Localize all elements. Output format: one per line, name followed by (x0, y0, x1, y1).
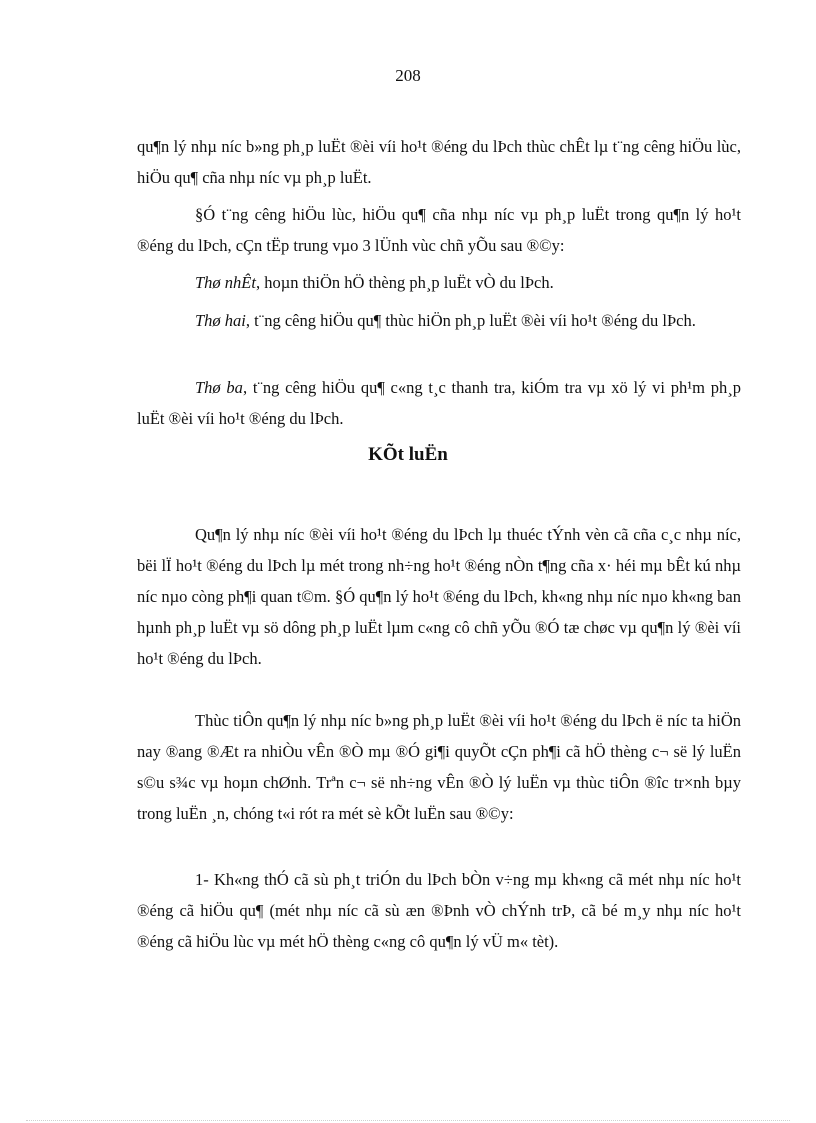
paragraph-6: Qu¶n lý nhµ níc ®èi víi ho¹t ®éng du lÞch lµ thuéc tÝnh vèn cã cña c¸c nhµ níc, bëi lÏ ho¹t ®éng du lÞch lµ mét trong nh÷ng ho¹t ®éng nÒn t¶ng cña x· héi mµ bÊt kú nhµ níc nµo còng ph¶i quan t©m. §Ó qu¶n lý ho¹t ®éng du lÞch, kh«ng nhµ níc nµo kh«ng ban hµnh ph¸p luËt vµ sö dông ph¸p luËt lµm c«ng cô chñ yÕu ®Ó tæ chøc vµ qu¶n lý ®èi víi ho¹t ®éng du lÞch. (137, 525, 741, 668)
paragraph-3-lead: Thø nhÊt (195, 273, 256, 292)
paragraph-4-lead: Thø hai (195, 311, 246, 330)
paragraph-4 (137, 305, 741, 336)
paragraph-7: Thùc tiÔn qu¶n lý nhµ níc b»ng ph¸p luËt ®èi víi ho¹t ®éng du lÞch ë níc ta hiÖn nay ®ang ®Æt ra nhiÒu vÊn ®Ò mµ ®Ó gi¶i quyÕt cÇn ph¶i cã hÖ thèng c¬ së lý luËn s©u s¾c vµ hoµn chØnh. Trªn c¬ së nh÷ng vÊn ®Ò lý luËn vµ thùc tiÔn ®îc tr×nh bµy trong luËn ¸n, chóng t«i rót ra mét sè kÕt luËn sau ®©y: (137, 711, 741, 823)
paragraph-4-text: , t¨ng cêng hiÖu qu¶ thùc hiÖn ph¸p luËt ®èi víi ho¹t ®éng du lÞch. (245, 311, 696, 330)
paragraph-3-text: , hoµn thiÖn hÖ thèng ph¸p luËt vÒ du lÞch. (255, 273, 554, 292)
paragraph-2: §Ó t¨ng cêng hiÖu lùc, hiÖu qu¶ cña nhµ níc vµ ph¸p luËt trong qu¶n lý ho¹t ®éng du lÞch, cÇn tËp trung vµo 3 lÜnh vùc chñ yÕu sau ®©y: (137, 205, 741, 255)
paragraph-5-lead: Thø ba (195, 378, 243, 397)
paragraph-1: qu¶n lý nhµ níc b»ng ph¸p luËt ®èi víi ho¹t ®éng du lÞch thùc chÊt lµ t¨ng cêng hiÖu lùc, hiÖu qu¶ cña nhµ níc vµ ph¸p luËt. (137, 137, 741, 187)
paragraph-3 (137, 267, 741, 298)
section-heading: KÕt luËn (368, 444, 448, 465)
bottom-divider (26, 1120, 790, 1121)
page-number: 208 (395, 66, 421, 85)
paragraph-5 (137, 372, 741, 434)
paragraph-5-text: , t¨ng cêng hiÖu qu¶ c«ng t¸c thanh tra, kiÓm tra vµ xö lý vi ph¹m ph¸p luËt ®èi víi ho¹t ®éng du lÞch. (137, 378, 741, 428)
paragraph-8: 1- Kh«ng thÓ cã sù ph¸t triÓn du lÞch bÒn v÷ng mµ kh«ng cã mét nhµ níc ho¹t ®éng cã hiÖu qu¶ (mét nhµ níc cã sù æn ®Þnh vÒ chÝnh trÞ, cã bé m¸y nhµ níc ho¹t ®éng cã hiÖu lùc vµ mét hÖ thèng c«ng cô qu¶n lý vÜ m« tèt). (137, 870, 741, 951)
